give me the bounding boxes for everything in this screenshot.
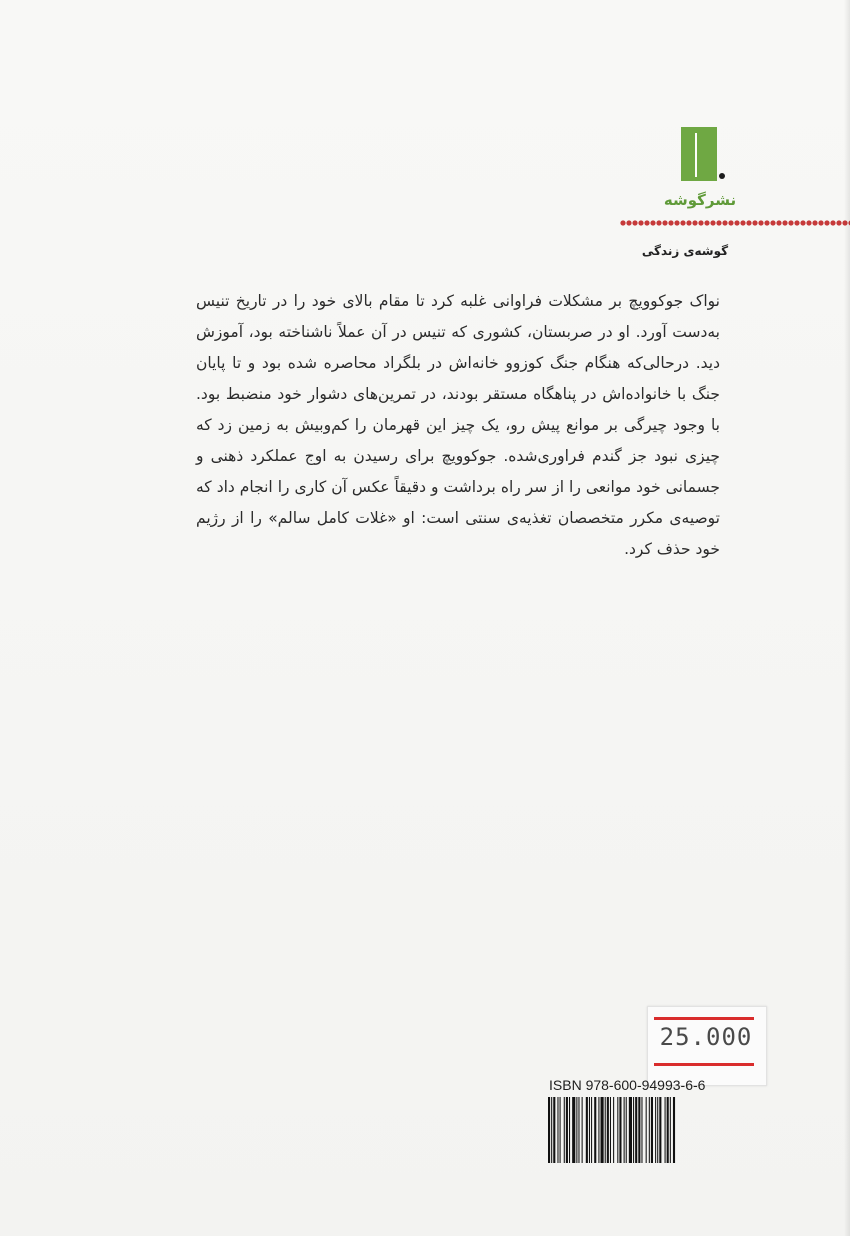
barcode-bar	[665, 1097, 666, 1163]
barcode-bar	[594, 1097, 596, 1163]
barcode-bar	[589, 1097, 590, 1163]
barcode-bar	[576, 1097, 577, 1163]
barcode-bar	[591, 1097, 592, 1163]
barcode-bar	[548, 1097, 550, 1163]
barcode-bar	[582, 1097, 583, 1163]
barcode-bar	[598, 1097, 599, 1163]
logo-dot	[719, 173, 725, 179]
price-line-top	[654, 1017, 754, 1020]
barcode-bar	[572, 1097, 575, 1163]
logo-square	[681, 127, 717, 181]
barcode-bar	[670, 1097, 671, 1163]
barcode-bar	[641, 1097, 642, 1163]
barcode-bar	[635, 1097, 637, 1163]
barcode-bar	[657, 1097, 658, 1163]
barcode-bar	[551, 1097, 552, 1163]
barcode-bar	[673, 1097, 675, 1163]
barcode-bar	[553, 1097, 555, 1163]
barcode-bar	[566, 1097, 568, 1163]
price-value: 25.000	[659, 1023, 753, 1051]
barcode-bar	[586, 1097, 588, 1163]
barcode-bar	[659, 1097, 661, 1163]
barcode-bar	[629, 1097, 632, 1163]
barcode-bar	[619, 1097, 621, 1163]
barcode-bar	[626, 1097, 627, 1163]
barcode-bar	[638, 1097, 640, 1163]
barcode-bar	[633, 1097, 634, 1163]
barcode-bar	[617, 1097, 618, 1163]
barcode-bar	[646, 1097, 647, 1163]
barcode-bar	[601, 1097, 604, 1163]
barcode-bar	[655, 1097, 656, 1163]
barcode-bar	[607, 1097, 609, 1163]
barcode-bar	[613, 1097, 614, 1163]
isbn-number: ISBN 978-600-94993-6-6	[549, 1077, 706, 1093]
barcode-bar	[564, 1097, 565, 1163]
barcode-bar	[560, 1097, 561, 1163]
price-sticker	[647, 1006, 767, 1086]
barcode-bar	[624, 1097, 625, 1163]
barcode-image	[548, 1097, 728, 1163]
blurb-text	[196, 286, 720, 565]
barcode-bar	[605, 1097, 606, 1163]
barcode-bar	[649, 1097, 650, 1163]
barcode-bar	[610, 1097, 611, 1163]
barcode-bar	[557, 1097, 558, 1163]
barcode-bar	[651, 1097, 653, 1163]
publisher-logo	[681, 127, 721, 183]
barcode-bar	[667, 1097, 669, 1163]
barcode-bar	[569, 1097, 570, 1163]
publisher-name: نشرگوشه	[663, 191, 737, 209]
series-name: گوشه‌ی زندگی	[641, 244, 729, 258]
barcode-bar	[578, 1097, 579, 1163]
blurb-paragraph: نواک جوکوویچ بر مشکلات فراوانی غلبه کرد تا مقام بالای خود را در تاریخ تنیس به‌دست آورد. او در صربستان، کشوری که تنیس در آن عملاً ناشناخته بود، آموزش دید. درحالی‌که هنگام جنگ کوزوو خانه‌اش در بلگراد محاصره شده بود و تا پایان جنگ با خانواده‌اش در پناهگاه مستقر بودند، در تمرین‌های دشوار خود منضبط بود. با وجود چیرگی بر موانع پیش رو، یک چیز این قهرمان را کم‌وبیش به زمین زد که چیزی نبود جز گندم فراوری‌شده. جوکوویچ برای رسیدن به اوج عملکرد ذهنی و جسمانی خود موانعی را از سر راه برداشت و دقیقاً عکس آن کاری را انجام داد که توصیه‌ی مکرر متخصصان تغذیه‌ی سنتی است: او «غلات کامل سالم» را از رژیم خود حذف کرد.	[196, 292, 720, 558]
ornamental-divider	[620, 219, 850, 227]
price-line-bottom	[654, 1063, 754, 1066]
